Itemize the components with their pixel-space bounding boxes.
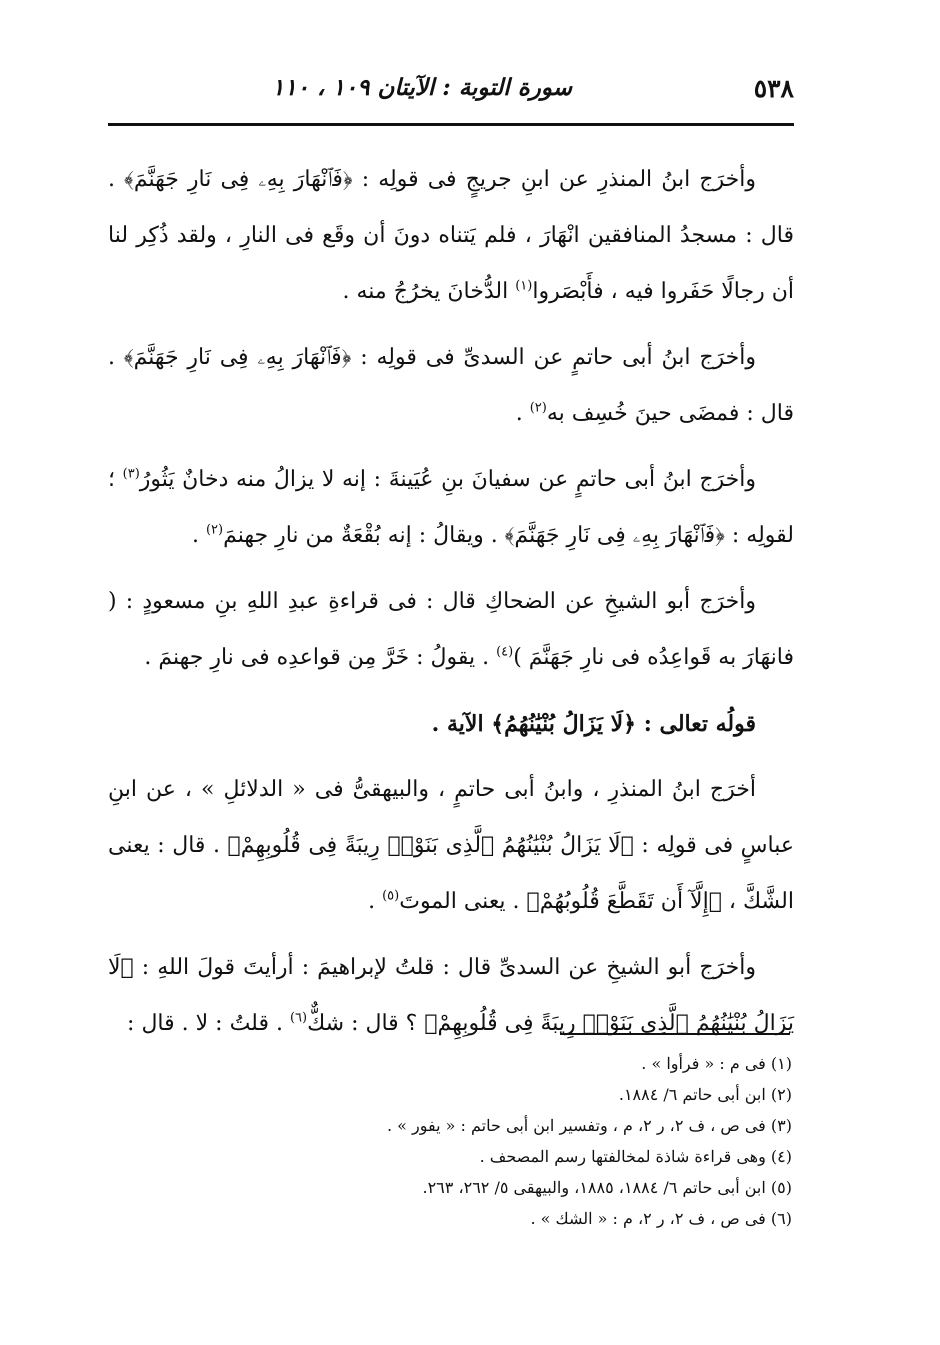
footnotes	[108, 1048, 792, 1234]
footnote: (٤) وهى قراءة شاذة لمخالفتها رسم المصحف .	[479, 1147, 792, 1166]
paragraph-text: وأخرَج ابنُ أبى حاتمٍ عن السدىِّ فى قولِه : ﴿فَٱنْهَارَ بِهِۦ فِى نَارِ جَهَنَّمَ﴾ . قال : فمضَى حينَ خُسِف به	[108, 345, 794, 426]
paragraph	[108, 574, 794, 686]
paragraph	[108, 940, 794, 1052]
footnote-marker: (٥)	[382, 888, 400, 904]
paragraph-text-tail: الدُّخانَ يخرُجُ منه .	[342, 279, 516, 304]
footnote: (٢) ابن أبى حاتم ٦/ ١٨٨٤.	[618, 1085, 792, 1104]
footnote-rule	[560, 1033, 790, 1035]
paragraph-text-tail: .	[191, 523, 206, 548]
paragraph-text: أخرَج ابنُ المنذرِ ، وابنُ أبى حاتمٍ ، والبيهقىُّ فى « الدلائلِ » ، عن ابنِ عباسٍ فى قولِه : ﴿لَا يَزَالُ بُنْيَٰنُهُمُ ٱلَّذِى بَنَوْا۟ رِيبَةً فِى قُلُوبِهِمْ﴾ . قال : يعنى الشَّكَّ ، ﴿إِلَّآ أَن تَقَطَّعَ قُلُوبُهُمْ﴾ . يعنى الموتَ	[108, 777, 794, 914]
paragraph-text-tail: .	[515, 401, 530, 426]
paragraph	[108, 152, 794, 320]
paragraph-text: وأخرَج أبو الشيخِ عن الضحاكِ قال : فى قراءةِ عبدِ اللهِ بنِ مسعودٍ : ( فانهَارَ به قَواعِدُه فى نارِ جَهَنَّمَ )	[108, 589, 794, 670]
page-number: ٥٣٨	[753, 74, 794, 103]
paragraph-text: وأخرَج أبو الشيخِ عن السدىِّ قال : قلتُ لإبراهيمَ : أرأيتَ قولَ اللهِ : ﴿لَا يَزَالُ بُنْيَٰنُهُمُ ٱلَّذِى بَنَوْا۟ رِيبَةً فِى قُلُوبِهِمْ﴾ ؟ قال : شكٌّ	[108, 955, 794, 1036]
footnote-marker: (٦)	[289, 1010, 308, 1026]
paragraph	[108, 452, 794, 564]
paragraph	[108, 330, 794, 442]
footnote-marker: (٤)	[496, 644, 514, 660]
footnote-marker: (١)	[515, 278, 533, 294]
paragraph-text: وأخرَج ابنُ أبى حاتمٍ عن سفيانَ بنِ عُيَينةَ : إنه لا يزالُ منه دخانٌ يَثُورُ	[139, 467, 756, 492]
footnote-marker: (٢)	[205, 522, 224, 538]
footnote: (٣) فى ص ، ف ٢، ر ٢، م ، وتفسير ابن أبى حاتم : « يفور » .	[387, 1116, 792, 1135]
heading-text: قولُه تعالى : ﴿لَا يَزَالُ بُنْيَٰنُهُمُ﴾ الآية .	[431, 711, 756, 737]
paragraph-text-tail: .	[368, 889, 383, 914]
footnote: (٥) ابن أبى حاتم ٦/ ١٨٨٤، ١٨٨٥، والبيهقى ٥/ ٢٦٢، ٢٦٣.	[422, 1178, 792, 1197]
header-rule	[108, 123, 794, 126]
footnote: (٦) فى ص ، ف ٢، ر ٢، م : « الشك » .	[530, 1209, 792, 1228]
footnote-marker: (٢)	[529, 400, 547, 416]
verse-heading	[108, 696, 794, 752]
paragraph-text: وأخرَج ابنُ المنذرِ عن ابنِ جريجٍ فى قولِه : ﴿فَٱنْهَارَ بِهِۦ فِى نَارِ جَهَنَّمَ﴾ . قال : مسجدُ المنافقين انْهَارَ ، فلم يَتناه دونَ أن وقَع فى النارِ ، ولقد ذُكِر لنا أن رجالًا حَفَروا فيه ، فأَبْصَروا	[108, 167, 794, 304]
paragraph	[108, 762, 794, 930]
paragraph-text-tail: ؛ لقولِه : ﴿فَٱنْهَارَ بِهِۦ فِى نَارِ جَهَنَّمَ﴾ . ويقالُ : إنه بُقْعَةٌ من نارِ جهنمَ	[108, 467, 794, 548]
running-title: سورة التوبة : الآيتان ١٠٩ ، ١١٠	[271, 74, 572, 101]
footnote-marker: (٣)	[122, 466, 140, 482]
paragraph-text-tail: . يقولُ : خَرَّ مِن قواعدِه فى نارِ جهنمَ .	[144, 645, 497, 670]
running-header	[108, 70, 794, 118]
main-text	[108, 152, 794, 1062]
footnote: (١) فى م : « فرأوا » .	[641, 1054, 792, 1073]
paragraph-text-tail: . قلتُ : لا . قال :	[127, 1011, 290, 1036]
